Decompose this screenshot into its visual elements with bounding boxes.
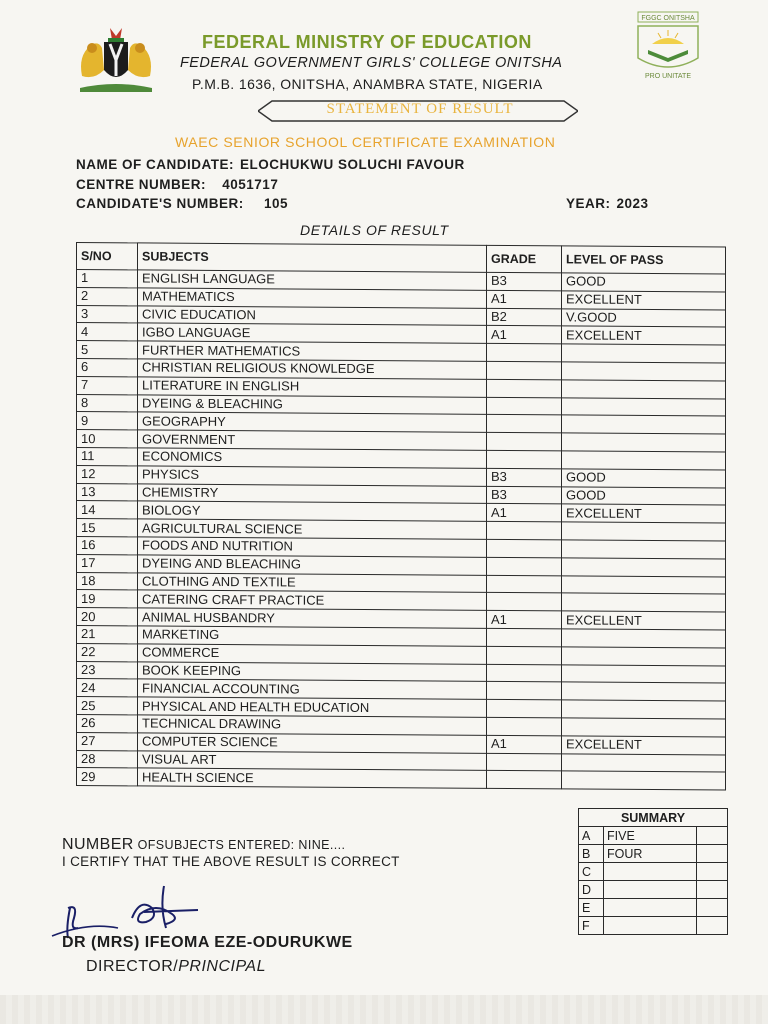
cell-subject: CHRISTIAN RELIGIOUS KNOWLEDGE — [138, 359, 487, 379]
candidate-number-label: CANDIDATE'S NUMBER: — [76, 196, 244, 211]
cell-sno: 5 — [77, 341, 138, 359]
cell-level-of-pass — [562, 522, 726, 541]
cell-sno: 26 — [77, 714, 138, 732]
header-grade: GRADE — [487, 245, 562, 273]
paper-edge — [0, 995, 768, 1024]
summary-count: FOUR — [604, 845, 697, 863]
cell-subject: ECONOMICS — [138, 448, 487, 468]
cell-level-of-pass — [562, 700, 726, 719]
cell-grade — [487, 557, 562, 575]
summary-row — [579, 881, 728, 899]
cell-level-of-pass: EXCELLENT — [562, 736, 726, 755]
cell-subject: FURTHER MATHEMATICS — [138, 341, 487, 361]
cell-sno: 9 — [77, 412, 138, 430]
summary-count — [604, 899, 697, 917]
cell-subject: CIVIC EDUCATION — [138, 306, 487, 326]
cell-sno: 24 — [77, 679, 138, 697]
cell-grade: A1 — [487, 504, 562, 522]
subjects-entered-line — [62, 836, 345, 854]
cell-level-of-pass — [562, 362, 726, 381]
cell-grade — [487, 415, 562, 433]
cell-grade — [487, 361, 562, 379]
cell-level-of-pass — [562, 629, 726, 648]
cell-sno: 28 — [77, 750, 138, 768]
cell-subject: CLOTHING AND TEXTILE — [138, 572, 487, 592]
summary-blank — [697, 899, 728, 917]
cell-sno: 8 — [77, 394, 138, 412]
cell-grade: A1 — [487, 290, 562, 308]
cell-level-of-pass — [562, 575, 726, 594]
cell-subject: BIOLOGY — [138, 501, 487, 521]
subjects-entered-text: OFSUBJECTS ENTERED: NINE.... — [133, 838, 346, 852]
cell-grade: B2 — [487, 308, 562, 326]
summary-grade: E — [579, 899, 604, 917]
cell-level-of-pass — [562, 558, 726, 577]
cell-subject: LITERATURE IN ENGLISH — [138, 377, 487, 397]
summary-row — [579, 899, 728, 917]
cell-subject: FINANCIAL ACCOUNTING — [138, 679, 487, 699]
cell-sno: 21 — [77, 625, 138, 643]
cell-sno: 20 — [77, 608, 138, 626]
year-row — [566, 196, 649, 211]
cell-sno: 16 — [77, 536, 138, 554]
cell-grade — [487, 699, 562, 717]
cell-grade — [487, 593, 562, 611]
cell-sno: 12 — [77, 465, 138, 483]
cell-level-of-pass: GOOD — [562, 273, 726, 292]
cell-level-of-pass: EXCELLENT — [562, 504, 726, 523]
summary-count: FIVE — [604, 827, 697, 845]
cell-level-of-pass: EXCELLENT — [562, 611, 726, 630]
candidate-name-label: NAME OF CANDIDATE: — [76, 157, 234, 172]
cell-subject: GEOGRAPHY — [138, 412, 487, 432]
header-level-of-pass: LEVEL OF PASS — [562, 246, 726, 274]
cell-sno: 19 — [77, 590, 138, 608]
summary-row — [579, 845, 728, 863]
school-crest-icon — [630, 10, 706, 82]
summary-grade: F — [579, 917, 604, 935]
cell-level-of-pass — [562, 540, 726, 559]
cell-subject: BOOK KEEPING — [138, 661, 487, 681]
cell-sno: 13 — [77, 483, 138, 501]
cell-sno: 7 — [77, 376, 138, 394]
cell-grade: B3 — [487, 486, 562, 504]
header-sno: S/NO — [77, 243, 138, 270]
cell-sno: 17 — [77, 554, 138, 572]
cell-sno: 23 — [77, 661, 138, 679]
cell-grade — [487, 575, 562, 593]
cell-level-of-pass — [562, 380, 726, 399]
summary-row — [579, 863, 728, 881]
cell-level-of-pass — [562, 753, 726, 772]
cell-grade — [487, 379, 562, 397]
results-table — [76, 242, 726, 791]
cell-level-of-pass — [562, 433, 726, 452]
coat-of-arms-icon — [70, 26, 162, 92]
year-label: YEAR: — [566, 196, 611, 211]
cell-level-of-pass — [562, 451, 726, 470]
cell-level-of-pass — [562, 415, 726, 434]
summary-row — [579, 827, 728, 845]
cell-subject: FOODS AND NUTRITION — [138, 537, 487, 557]
summary-table — [578, 808, 728, 935]
svg-text:FGGC ONITSHA: FGGC ONITSHA — [641, 15, 695, 22]
cell-subject: VISUAL ART — [138, 750, 487, 770]
cell-grade — [487, 450, 562, 468]
cell-subject: CHEMISTRY — [138, 483, 487, 503]
table-row — [77, 768, 726, 790]
cell-level-of-pass — [562, 593, 726, 612]
cell-sno: 14 — [77, 501, 138, 519]
cell-subject: PHYSICS — [138, 466, 487, 486]
cell-grade: A1 — [487, 326, 562, 344]
designation-principal: PRINCIPAL — [178, 958, 266, 975]
cell-level-of-pass — [562, 771, 726, 790]
header-subjects: SUBJECTS — [138, 243, 487, 272]
cell-subject: GOVERNMENT — [138, 430, 487, 450]
number-word: NUMBER — [62, 836, 134, 853]
cell-level-of-pass: EXCELLENT — [562, 291, 726, 310]
cell-grade — [487, 344, 562, 362]
candidate-number-value: 105 — [263, 196, 288, 211]
summary-blank — [697, 917, 728, 935]
summary-row — [579, 917, 728, 935]
cell-subject: MATHEMATICS — [138, 288, 487, 308]
cell-subject: ENGLISH LANGUAGE — [138, 270, 487, 290]
cell-grade: A1 — [487, 611, 562, 629]
year-value: 2023 — [616, 196, 649, 211]
summary-blank — [697, 881, 728, 899]
summary-grade: C — [579, 863, 604, 881]
statement-of-result-banner: STATEMENT OF RESULT — [326, 101, 514, 117]
cell-level-of-pass: GOOD — [562, 469, 726, 488]
cell-subject: COMMERCE — [138, 644, 487, 664]
cell-grade: A1 — [487, 735, 562, 753]
cell-grade — [487, 771, 562, 789]
candidate-number-row — [76, 196, 288, 211]
cell-level-of-pass — [562, 344, 726, 363]
svg-text:PRO UNITATE: PRO UNITATE — [644, 73, 692, 80]
cell-sno: 4 — [77, 323, 138, 341]
cell-grade — [487, 433, 562, 451]
cell-sno: 18 — [77, 572, 138, 590]
cell-grade — [487, 397, 562, 415]
candidate-name-row — [76, 157, 465, 172]
summary-blank — [697, 827, 728, 845]
cell-subject: MARKETING — [138, 626, 487, 646]
college-address: P.M.B. 1636, ONITSHA, ANAMBRA STATE, NIGERIA — [192, 76, 543, 92]
cell-grade: B3 — [487, 468, 562, 486]
cell-subject: DYEING & BLEACHING — [138, 395, 487, 415]
cell-subject: AGRICULTURAL SCIENCE — [138, 519, 487, 539]
cell-level-of-pass: V.GOOD — [562, 308, 726, 327]
summary-blank — [697, 845, 728, 863]
cell-subject: PHYSICAL AND HEALTH EDUCATION — [138, 697, 487, 717]
summary-title: SUMMARY — [579, 809, 728, 827]
cell-sno: 15 — [77, 519, 138, 537]
centre-number-row — [76, 177, 278, 192]
summary-grade: B — [579, 845, 604, 863]
cell-sno: 25 — [77, 697, 138, 715]
centre-number-value: 4051717 — [222, 177, 279, 192]
candidate-name-value: ELOCHUKWU SOLUCHI FAVOUR — [240, 157, 465, 172]
cell-sno: 2 — [77, 287, 138, 305]
cell-grade — [487, 753, 562, 771]
cell-level-of-pass — [562, 664, 726, 683]
cell-level-of-pass — [562, 718, 726, 737]
cell-subject: CATERING CRAFT PRACTICE — [138, 590, 487, 610]
signatory-name: DR (MRS) IFEOMA EZE-ODURUKWE — [62, 934, 353, 951]
cell-grade — [487, 682, 562, 700]
designation-director: DIRECTOR/ — [86, 958, 179, 975]
cell-grade — [487, 717, 562, 735]
summary-grade: A — [579, 827, 604, 845]
summary-blank — [697, 863, 728, 881]
cell-sno: 6 — [77, 358, 138, 376]
cell-level-of-pass — [562, 682, 726, 701]
cell-subject: TECHNICAL DRAWING — [138, 715, 487, 735]
cell-sno: 22 — [77, 643, 138, 661]
summary-count — [604, 863, 697, 881]
cell-level-of-pass — [562, 647, 726, 666]
cell-sno: 3 — [77, 305, 138, 323]
certification-statement: I CERTIFY THAT THE ABOVE RESULT IS CORRECT — [62, 854, 400, 869]
cell-sno: 11 — [77, 447, 138, 465]
cell-sno: 29 — [77, 768, 138, 786]
cell-grade: B3 — [487, 272, 562, 290]
signatory-designation — [86, 958, 266, 976]
exam-title: WAEC SENIOR SCHOOL CERTIFICATE EXAMINATION — [175, 134, 556, 150]
cell-level-of-pass — [562, 397, 726, 416]
cell-subject: COMPUTER SCIENCE — [138, 733, 487, 753]
cell-subject: HEALTH SCIENCE — [138, 768, 487, 788]
details-of-result-title: DETAILS OF RESULT — [300, 222, 449, 238]
cell-grade — [487, 646, 562, 664]
cell-grade — [487, 628, 562, 646]
cell-subject: ANIMAL HUSBANDRY — [138, 608, 487, 628]
cell-sno: 10 — [77, 430, 138, 448]
cell-level-of-pass: GOOD — [562, 486, 726, 505]
cell-sno: 27 — [77, 732, 138, 750]
summary-grade: D — [579, 881, 604, 899]
cell-sno: 1 — [77, 270, 138, 288]
cell-subject: IGBO LANGUAGE — [138, 323, 487, 343]
cell-grade — [487, 539, 562, 557]
cell-subject: DYEING AND BLEACHING — [138, 555, 487, 575]
cell-level-of-pass: EXCELLENT — [562, 326, 726, 345]
college-name: FEDERAL GOVERNMENT GIRLS' COLLEGE ONITSHA — [180, 55, 563, 71]
ministry-title: FEDERAL MINISTRY OF EDUCATION — [202, 32, 532, 52]
summary-count — [604, 917, 697, 935]
cell-grade — [487, 664, 562, 682]
cell-grade — [487, 522, 562, 540]
centre-number-label: CENTRE NUMBER: — [76, 177, 206, 192]
summary-count — [604, 881, 697, 899]
